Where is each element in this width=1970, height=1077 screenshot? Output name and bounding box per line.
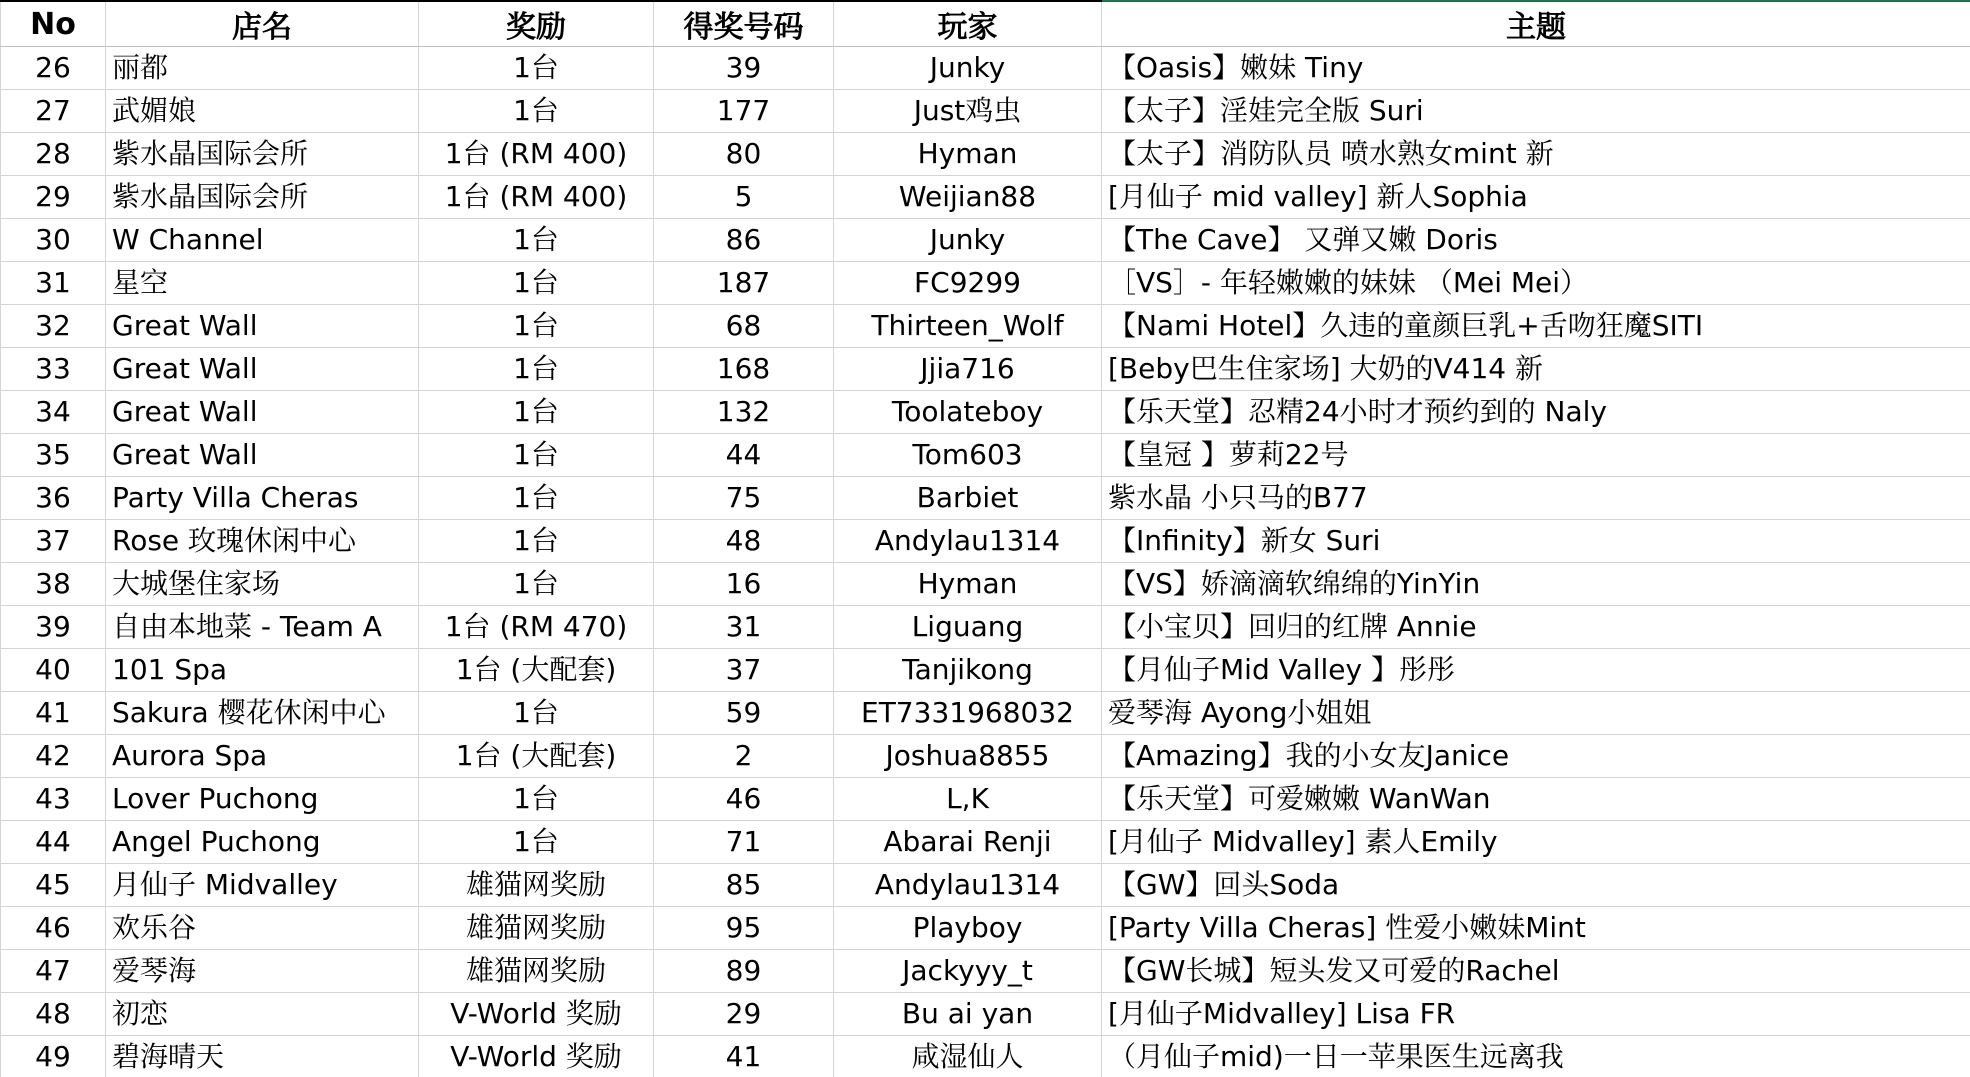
cell-number[interactable]: 5 [654, 176, 834, 219]
cell-player[interactable]: Tom603 [834, 434, 1102, 477]
cell-no[interactable]: 31 [1, 262, 106, 305]
cell-shop[interactable]: 丽都 [106, 47, 419, 90]
cell-no[interactable]: 44 [1, 821, 106, 864]
cell-shop[interactable]: W Channel [106, 219, 419, 262]
cell-topic[interactable]: 紫水晶 小只马的B77 [1102, 477, 1970, 520]
cell-shop[interactable]: 紫水晶国际会所 [106, 176, 419, 219]
table-row [1, 47, 1970, 90]
cell-player[interactable]: 咸湿仙人 [834, 1036, 1102, 1077]
cell-topic[interactable]: 【The Cave】 又弹又嫩 Doris [1102, 219, 1970, 262]
cell-prize[interactable]: 1台 [419, 391, 654, 434]
cell-topic[interactable]: 【Infinity】新女 Suri [1102, 520, 1970, 563]
cell-player[interactable]: Bu ai yan [834, 993, 1102, 1036]
table-row [1, 434, 1970, 477]
cell-number[interactable]: 31 [654, 606, 834, 649]
cell-shop[interactable]: Sakura 樱花休闲中心 [106, 692, 419, 735]
cell-no[interactable]: 47 [1, 950, 106, 993]
cell-number[interactable]: 39 [654, 47, 834, 90]
cell-number[interactable]: 86 [654, 219, 834, 262]
table-row [1, 262, 1970, 305]
table-row [1, 133, 1970, 176]
cell-player[interactable]: FC9299 [834, 262, 1102, 305]
cell-player[interactable]: Andylau1314 [834, 864, 1102, 907]
cell-no[interactable]: 36 [1, 477, 106, 520]
cell-number[interactable]: 75 [654, 477, 834, 520]
cell-number[interactable]: 80 [654, 133, 834, 176]
cell-number[interactable]: 71 [654, 821, 834, 864]
cell-prize[interactable]: 1台 (大配套) [419, 649, 654, 692]
cell-prize[interactable]: 1台 [419, 563, 654, 606]
cell-topic[interactable]: 【乐天堂】可爱嫩嫩 WanWan [1102, 778, 1970, 821]
cell-number[interactable]: 68 [654, 305, 834, 348]
cell-no[interactable]: 39 [1, 606, 106, 649]
cell-no[interactable]: 30 [1, 219, 106, 262]
cell-number[interactable]: 44 [654, 434, 834, 477]
cell-topic[interactable]: 【GW长城】短头发又可爱的Rachel [1102, 950, 1970, 993]
table-row [1, 477, 1970, 520]
cell-no[interactable]: 46 [1, 907, 106, 950]
cell-shop[interactable]: 欢乐谷 [106, 907, 419, 950]
cell-prize[interactable]: 1台 (RM 400) [419, 133, 654, 176]
table-row [1, 219, 1970, 262]
table-row [1, 1036, 1970, 1077]
cell-no[interactable]: 29 [1, 176, 106, 219]
cell-player[interactable]: Hyman [834, 563, 1102, 606]
cell-no[interactable]: 26 [1, 47, 106, 90]
cell-prize[interactable]: 1台 [419, 348, 654, 391]
cell-player[interactable]: Toolateboy [834, 391, 1102, 434]
cell-number[interactable]: 41 [654, 1036, 834, 1077]
cell-player[interactable]: Jjia716 [834, 348, 1102, 391]
cell-number[interactable]: 177 [654, 90, 834, 133]
cell-topic[interactable]: 【太子】淫娃完全版 Suri [1102, 90, 1970, 133]
cell-player[interactable]: Jackyyy_t [834, 950, 1102, 993]
cell-topic[interactable]: 【VS】娇滴滴软绵绵的YinYin [1102, 563, 1970, 606]
cell-player[interactable]: Junky [834, 47, 1102, 90]
cell-shop[interactable]: 自由本地菜 - Team A [106, 606, 419, 649]
cell-number[interactable]: 168 [654, 348, 834, 391]
column-header-topic[interactable]: 主题 [1102, 1, 1970, 47]
cell-shop[interactable]: Angel Puchong [106, 821, 419, 864]
table-row [1, 864, 1970, 907]
cell-topic[interactable]: 【Nami Hotel】久违的童颜巨乳+舌吻狂魔SITI [1102, 305, 1970, 348]
cell-no[interactable]: 40 [1, 649, 106, 692]
cell-topic[interactable]: [Party Villa Cheras] 性爱小嫩妹Mint [1102, 907, 1970, 950]
table-row [1, 649, 1970, 692]
cell-prize[interactable]: 1台 (大配套) [419, 735, 654, 778]
cell-number[interactable]: 59 [654, 692, 834, 735]
column-header-player[interactable]: 玩家 [834, 1, 1102, 47]
table-row [1, 821, 1970, 864]
cell-no[interactable]: 35 [1, 434, 106, 477]
column-header-number[interactable]: 得奖号码 [654, 1, 834, 47]
cell-prize[interactable]: 1台 (RM 400) [419, 176, 654, 219]
cell-player[interactable]: Junky [834, 219, 1102, 262]
cell-prize[interactable]: 1台 [419, 47, 654, 90]
cell-number[interactable]: 2 [654, 735, 834, 778]
table-row [1, 176, 1970, 219]
cell-prize[interactable]: 1台 [419, 90, 654, 133]
header-row [1, 1, 1970, 47]
cell-shop[interactable]: 碧海晴天 [106, 1036, 419, 1077]
table-row [1, 391, 1970, 434]
cell-no[interactable]: 48 [1, 993, 106, 1036]
cell-number[interactable]: 48 [654, 520, 834, 563]
cell-topic[interactable]: [月仙子 Midvalley] 素人Emily [1102, 821, 1970, 864]
cell-no[interactable]: 37 [1, 520, 106, 563]
cell-shop[interactable]: 101 Spa [106, 649, 419, 692]
cell-prize[interactable]: 1台 [419, 821, 654, 864]
cell-no[interactable]: 33 [1, 348, 106, 391]
cell-number[interactable]: 89 [654, 950, 834, 993]
cell-no[interactable]: 28 [1, 133, 106, 176]
cell-no[interactable]: 41 [1, 692, 106, 735]
cell-shop[interactable]: Aurora Spa [106, 735, 419, 778]
cell-prize[interactable]: 雄猫网奖励 [419, 950, 654, 993]
column-header-prize[interactable]: 奖励 [419, 1, 654, 47]
cell-number[interactable]: 132 [654, 391, 834, 434]
cell-no[interactable]: 43 [1, 778, 106, 821]
cell-player[interactable]: Just鸡虫 [834, 90, 1102, 133]
cell-shop[interactable]: Party Villa Cheras [106, 477, 419, 520]
cell-prize[interactable]: 1台 [419, 434, 654, 477]
table-row [1, 950, 1970, 993]
column-header-shop[interactable]: 店名 [106, 1, 419, 47]
cell-player[interactable]: Abarai Renji [834, 821, 1102, 864]
cell-shop[interactable]: 月仙子 Midvalley [106, 864, 419, 907]
cell-topic[interactable]: [月仙子Midvalley] Lisa FR [1102, 993, 1970, 1036]
cell-player[interactable]: Hyman [834, 133, 1102, 176]
cell-player[interactable]: Tanjikong [834, 649, 1102, 692]
cell-shop[interactable]: Rose 玫瑰休闲中心 [106, 520, 419, 563]
cell-number[interactable]: 85 [654, 864, 834, 907]
table-body [1, 47, 1970, 1077]
cell-no[interactable]: 32 [1, 305, 106, 348]
cell-topic[interactable]: 爱琴海 Ayong小姐姐 [1102, 692, 1970, 735]
cell-topic[interactable]: 【乐天堂】忍精24小时才预约到的 Naly [1102, 391, 1970, 434]
cell-prize[interactable]: 1台 [419, 477, 654, 520]
cell-number[interactable]: 95 [654, 907, 834, 950]
cell-shop[interactable]: Great Wall [106, 391, 419, 434]
cell-shop[interactable]: 武媚娘 [106, 90, 419, 133]
cell-player[interactable]: Joshua8855 [834, 735, 1102, 778]
table-row [1, 90, 1970, 133]
cell-player[interactable]: Andylau1314 [834, 520, 1102, 563]
cell-player[interactable]: Thirteen_Wolf [834, 305, 1102, 348]
cell-player[interactable]: L,K [834, 778, 1102, 821]
cell-no[interactable]: 45 [1, 864, 106, 907]
cell-player[interactable]: ET7331968032 [834, 692, 1102, 735]
cell-number[interactable]: 16 [654, 563, 834, 606]
cell-topic[interactable]: 【GW】回头Soda [1102, 864, 1970, 907]
cell-prize[interactable]: 1台 [419, 219, 654, 262]
table-row [1, 907, 1970, 950]
table-row [1, 305, 1970, 348]
cell-prize[interactable]: 雄猫网奖励 [419, 907, 654, 950]
cell-player[interactable]: Barbiet [834, 477, 1102, 520]
cell-shop[interactable]: Great Wall [106, 434, 419, 477]
cell-topic[interactable]: 【Amazing】我的小女友Janice [1102, 735, 1970, 778]
cell-no[interactable]: 42 [1, 735, 106, 778]
column-header-no[interactable]: No [1, 1, 106, 47]
cell-prize[interactable]: 1台 [419, 262, 654, 305]
cell-topic[interactable]: 【月仙子Mid Valley 】彤彤 [1102, 649, 1970, 692]
cell-no[interactable]: 34 [1, 391, 106, 434]
cell-prize[interactable]: V-World 奖励 [419, 1036, 654, 1077]
cell-prize[interactable]: 雄猫网奖励 [419, 864, 654, 907]
cell-topic[interactable]: 【皇冠 】萝莉22号 [1102, 434, 1970, 477]
table-row [1, 520, 1970, 563]
cell-player[interactable]: Liguang [834, 606, 1102, 649]
cell-prize[interactable]: V-World 奖励 [419, 993, 654, 1036]
table-row [1, 692, 1970, 735]
cell-topic[interactable]: ［VS］- 年轻嫩嫩的妹妹 （Mei Mei） [1102, 262, 1970, 305]
cell-shop[interactable]: Lover Puchong [106, 778, 419, 821]
cell-number[interactable]: 37 [654, 649, 834, 692]
cell-prize[interactable]: 1台 [419, 692, 654, 735]
table-row [1, 735, 1970, 778]
cell-shop[interactable]: 初恋 [106, 993, 419, 1036]
cell-shop[interactable]: 星空 [106, 262, 419, 305]
cell-topic[interactable]: 【小宝贝】回归的红牌 Annie [1102, 606, 1970, 649]
cell-number[interactable]: 187 [654, 262, 834, 305]
table-row [1, 606, 1970, 649]
cell-number[interactable]: 46 [654, 778, 834, 821]
cell-topic[interactable]: （月仙子mid)一日一苹果医生远离我 [1102, 1036, 1970, 1077]
cell-topic[interactable]: 【Oasis】嫩妹 Tiny [1102, 47, 1970, 90]
cell-topic[interactable]: 【太子】消防队员 喷水熟女mint 新 [1102, 133, 1970, 176]
cell-no[interactable]: 27 [1, 90, 106, 133]
cell-prize[interactable]: 1台 [419, 305, 654, 348]
table-row [1, 348, 1970, 391]
cell-shop[interactable]: Great Wall [106, 348, 419, 391]
table-row [1, 993, 1970, 1036]
cell-shop[interactable]: Great Wall [106, 305, 419, 348]
cell-prize[interactable]: 1台 (RM 470) [419, 606, 654, 649]
table-row [1, 778, 1970, 821]
cell-shop[interactable]: 爱琴海 [106, 950, 419, 993]
cell-prize[interactable]: 1台 [419, 778, 654, 821]
cell-player[interactable]: Playboy [834, 907, 1102, 950]
cell-shop[interactable]: 紫水晶国际会所 [106, 133, 419, 176]
cell-prize[interactable]: 1台 [419, 520, 654, 563]
cell-shop[interactable]: 大城堡住家场 [106, 563, 419, 606]
cell-no[interactable]: 49 [1, 1036, 106, 1077]
table-row [1, 563, 1970, 606]
cell-topic[interactable]: [月仙子 mid valley] 新人Sophia [1102, 176, 1970, 219]
cell-number[interactable]: 29 [654, 993, 834, 1036]
cell-player[interactable]: Weijian88 [834, 176, 1102, 219]
cell-topic[interactable]: [Beby巴生住家场] 大奶的V414 新 [1102, 348, 1970, 391]
cell-no[interactable]: 38 [1, 563, 106, 606]
